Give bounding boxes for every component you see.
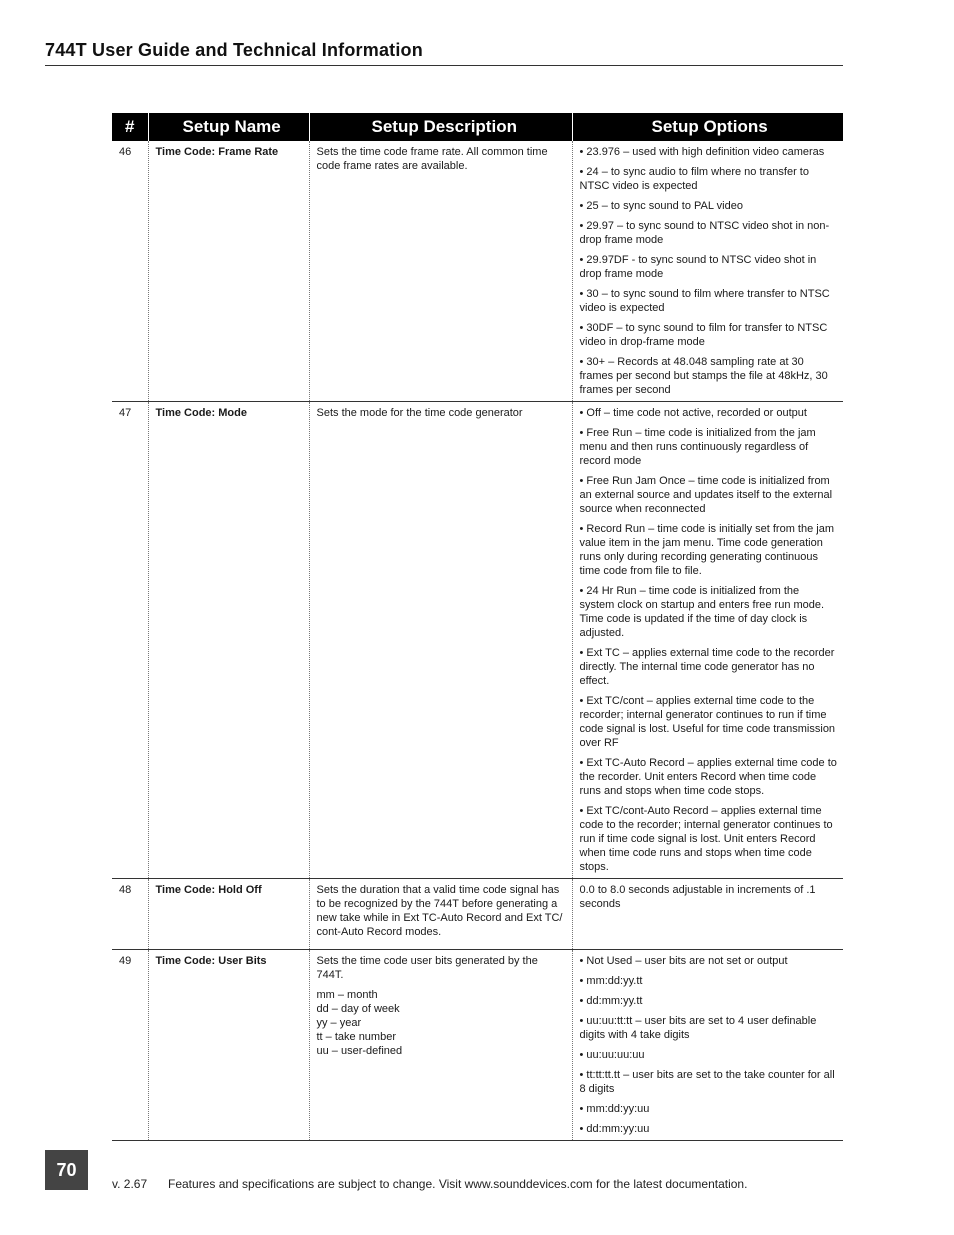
- setup-number: 46: [112, 141, 148, 402]
- column-header-setup-description: Setup Description: [309, 113, 572, 141]
- setup-name: Time Code: User Bits: [148, 950, 309, 1141]
- option-item: • tt:tt:tt.tt – user bits are set to the take counter for all 8 digits: [579, 1069, 835, 1095]
- option-item: 0.0 to 8.0 seconds adjustable in increments of .1 seconds: [579, 884, 816, 910]
- setup-number: 48: [112, 879, 148, 950]
- option-item: • 24 Hr Run – time code is initialized from the system clock on startup and enters free run mode. Time code is updated if the time of day clock is adjusted.: [579, 585, 825, 639]
- description-list-item: yy – year: [316, 1017, 362, 1029]
- table-row: [112, 402, 843, 879]
- option-item: • dd:mm:yy.tt: [579, 995, 643, 1007]
- description-text: Sets the mode for the time code generator: [316, 407, 523, 419]
- option-item: • 23.976 – used with high definition video cameras: [579, 146, 825, 158]
- setup-options: [572, 950, 843, 1141]
- table-row: [112, 950, 843, 1141]
- option-item: • dd:mm:yy:uu: [579, 1123, 650, 1135]
- footer-note: Features and specifications are subject to change. Visit www.sounddevices.com for the latest documentation.: [168, 1177, 748, 1191]
- option-item: • 25 – to sync sound to PAL video: [579, 200, 743, 212]
- option-item: • 24 – to sync audio to film where no transfer to NTSC video is expected: [579, 166, 809, 192]
- option-item: • 29.97DF - to sync sound to NTSC video shot in drop frame mode: [579, 254, 817, 280]
- option-item: • Not Used – user bits are not set or output: [579, 955, 788, 967]
- description-list-item: tt – take number: [316, 1031, 396, 1043]
- title-divider: [45, 65, 843, 66]
- option-item: • Free Run – time code is initialized from the jam menu and then runs continuously regardless of record mode: [579, 427, 816, 467]
- option-item: • Record Run – time code is initially set from the jam value item in the jam menu. Time code generation runs only during recording generating continuous time code from file to file.: [579, 523, 835, 577]
- table-row: [112, 879, 843, 950]
- option-item: • Ext TC-Auto Record – applies external time code to the recorder. Unit enters Record when time code runs and stops when time code stops.: [579, 757, 837, 797]
- setup-description: [309, 141, 572, 402]
- footer: [112, 1177, 747, 1191]
- setup-name: Time Code: Hold Off: [148, 879, 309, 950]
- description-text: Sets the duration that a valid time code signal has to be recognized by the 744T before generating a new take while in Ext TC-Auto Record and Ext TC/ cont-Auto Record modes.: [316, 884, 563, 938]
- footer-version: v. 2.67: [112, 1177, 148, 1191]
- page-number: 70: [45, 1150, 88, 1190]
- option-item: • 29.97 – to sync sound to NTSC video shot in non-drop frame mode: [579, 220, 830, 246]
- option-item: • 30+ – Records at 48.048 sampling rate at 30 frames per second but stamps the file at 48kHz, 30 frames per second: [579, 356, 828, 396]
- setup-name: Time Code: Mode: [148, 402, 309, 879]
- description-text: Sets the time code frame rate. All common time code frame rates are available.: [316, 146, 548, 172]
- description-list-item: mm – month: [316, 989, 378, 1001]
- option-item: • uu:uu:uu:uu: [579, 1049, 645, 1061]
- option-item: • mm:dd:yy:uu: [579, 1103, 650, 1115]
- setup-options: [572, 141, 843, 402]
- description-list-item: uu – user-defined: [316, 1045, 403, 1057]
- setup-options: [572, 402, 843, 879]
- column-header-setup-name: Setup Name: [148, 113, 309, 141]
- table-body: [112, 141, 843, 1141]
- table-row: [112, 141, 843, 402]
- setup-options: [572, 879, 843, 950]
- setup-name: Time Code: Frame Rate: [148, 141, 309, 402]
- setup-number: 47: [112, 402, 148, 879]
- setup-table: [112, 113, 843, 1141]
- description-list-item: dd – day of week: [316, 1003, 400, 1015]
- setup-description: [309, 879, 572, 950]
- option-item: • 30DF – to sync sound to film for transfer to NTSC video in drop-frame mode: [579, 322, 828, 348]
- description-text: Sets the time code user bits generated by the 744T.: [316, 955, 538, 981]
- setup-description: [309, 402, 572, 879]
- column-header-number: #: [112, 113, 148, 141]
- option-item: • Ext TC/cont-Auto Record – applies external time code to the recorder; internal generator continues to run if time code signal is lost. Unit enters Record when time code runs and stops when time code stops.: [579, 805, 833, 873]
- option-item: • Off – time code not active, recorded or output: [579, 407, 807, 419]
- setup-number: 49: [112, 950, 148, 1141]
- table-header-row: [112, 113, 843, 141]
- option-item: • uu:uu:tt:tt – user bits are set to 4 user definable digits with 4 take digits: [579, 1015, 817, 1041]
- column-header-setup-options: Setup Options: [572, 113, 843, 141]
- option-item: • Ext TC – applies external time code to the recorder directly. The internal time code generator has no effect.: [579, 647, 835, 687]
- option-item: • 30 – to sync sound to film where transfer to NTSC video is expected: [579, 288, 830, 314]
- option-item: • mm:dd:yy.tt: [579, 975, 643, 987]
- option-item: • Ext TC/cont – applies external time code to the recorder; internal generator continues to run if time code signal is lost. Useful for time code transmission over RF: [579, 695, 836, 749]
- option-item: • Free Run Jam Once – time code is initialized from an external source and updates itself to the external source when reconnected: [579, 475, 833, 515]
- setup-description: [309, 950, 572, 1141]
- document-title: 744T User Guide and Technical Information: [45, 40, 423, 60]
